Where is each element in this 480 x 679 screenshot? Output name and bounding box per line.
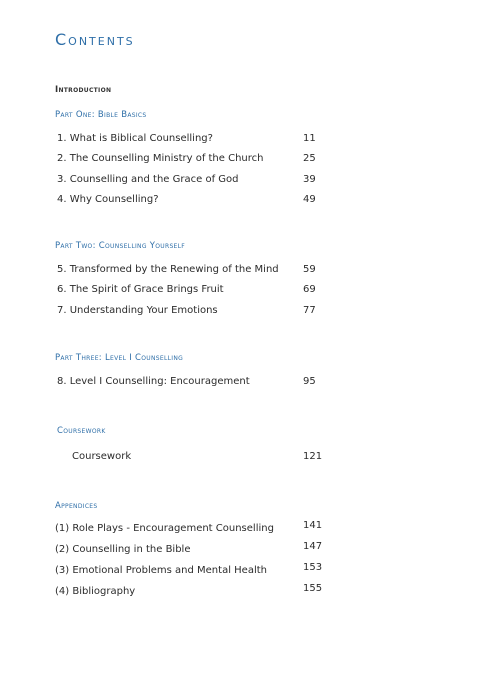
page-title: Contents (55, 30, 135, 49)
toc-entry-label: (2) Counselling in the Bible (55, 544, 191, 555)
toc-entry-page: 59 (303, 264, 316, 275)
part-two-heading: Part Two: Counselling Yourself (55, 241, 186, 251)
toc-entry-page: 69 (303, 284, 316, 295)
toc-entry-page: 11 (303, 133, 316, 144)
toc-entry-page: 155 (303, 583, 323, 594)
toc-entry-page: 77 (303, 305, 316, 316)
toc-entry-page: 153 (303, 562, 323, 573)
coursework-heading: Coursework (57, 426, 106, 436)
toc-entry-label: Coursework (72, 451, 132, 462)
toc-entry-label: 5. Transformed by the Renewing of the Mind (57, 264, 279, 275)
toc-introduction: Introduction (55, 85, 112, 95)
toc-entry-page: 25 (303, 153, 316, 164)
part-one-heading: Part One: Bible Basics (55, 110, 147, 120)
part-three-heading: Part Three: Level I Counselling (55, 353, 184, 363)
toc-entry-label: 8. Level I Counselling: Encouragement (57, 376, 250, 387)
toc-entry-label: 1. What is Biblical Counselling? (57, 133, 213, 144)
toc-entry-label: 4. Why Counselling? (57, 194, 159, 205)
toc-entry-page: 95 (303, 376, 316, 387)
toc-entry-page: 147 (303, 541, 323, 552)
toc-entry-label: 7. Understanding Your Emotions (57, 305, 218, 316)
toc-entry-label: 3. Counselling and the Grace of God (57, 174, 239, 185)
toc-entry-label: (4) Bibliography (55, 586, 136, 597)
toc-entry-label: (1) Role Plays - Encouragement Counselling (55, 523, 274, 534)
toc-entry-label: 6. The Spirit of Grace Brings Fruit (57, 284, 224, 295)
toc-entry-page: 49 (303, 194, 316, 205)
appendices-heading: Appendices (55, 501, 98, 511)
toc-entry-label: (3) Emotional Problems and Mental Health (55, 565, 267, 576)
toc-entry-page: 39 (303, 174, 316, 185)
toc-entry-page: 141 (303, 520, 323, 531)
toc-entry-page: 121 (303, 451, 323, 462)
toc-entry-label: 2. The Counselling Ministry of the Church (57, 153, 264, 164)
